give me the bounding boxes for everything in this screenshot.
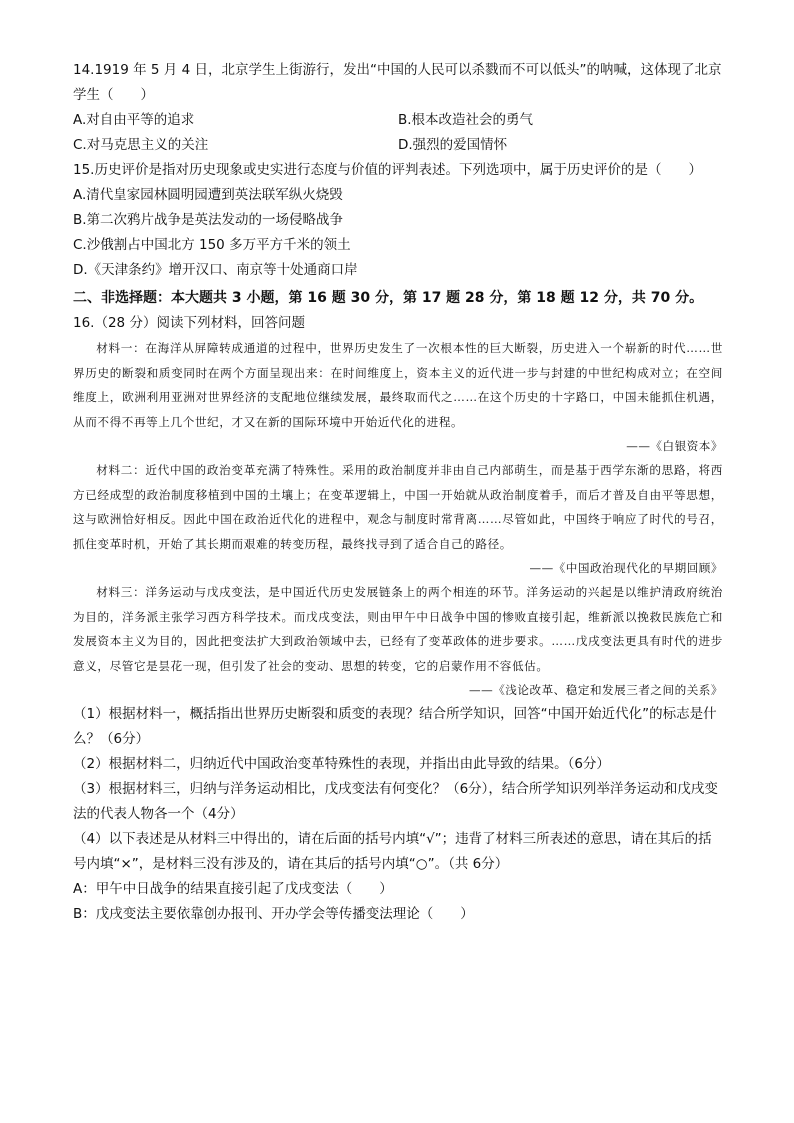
material-2-source: ——《中国政治现代化的早期回顾》 — [529, 561, 723, 575]
judge-item-a: A：甲午中日战争的结果直接引起了戊戌变法（ ） — [73, 881, 393, 897]
question-16-intro: 16.（28 分）阅读下列材料，回答问题 — [73, 315, 305, 331]
question-15-stem: 15.历史评价是指对历史现象或史实进行态度与价值的评判表述。下列选项中，属于历史评价的是（ ） — [73, 162, 702, 178]
material-1-source: ——《白银资本》 — [626, 439, 723, 453]
section-2-heading: 二、非选择题：本大题共 3 小题，第 16 题 30 分，第 17 题 28 分，第 18 题 12 分，共 70 分。 — [73, 290, 704, 306]
judge-item-b: B：戊戌变法主要依靠创办报刊、开办学会等传播变法理论（ ） — [73, 906, 474, 922]
material-3: 材料三：洋务运动与戊戌变法，是中国近代历史发展链条上的两个相连的环节。洋务运动的兴起是以维护清政府统治为目的，洋务派主张学习西方科学技术。而戊戌变法，则由甲午中日战争中国的惨败直接引起，维新派以挽救民族危亡和发展资本主义为目的，因此把变法扩大到政治领域中去，已经有了变革政体的进步要求。……戊戌变法更具有时代的进步意义，尽管它是昙花一现，但引发了社会的变动、思想的转变，它的启蒙作用不容低估。 — [73, 585, 723, 673]
sub-question-3: （3）根据材料三，归纳与洋务运动相比，戊戌变法有何变化？（6分），结合所学知识列举洋务运动和戊戌变法的代表人物各一个（4分） — [73, 781, 718, 822]
question-15-option-c: C.沙俄割占中国北方 150 多万平方千米的领土 — [73, 237, 351, 253]
question-15-option-b: B.第二次鸦片战争是英法发动的一场侵略战争 — [73, 212, 344, 228]
sub-question-2: （2）根据材料二，归纳近代中国政治变革特殊性的表现，并指出由此导致的结果。（6分） — [73, 756, 610, 772]
question-14-options-row-1 — [73, 108, 723, 133]
sub-question-1: （1）根据材料一，概括指出世界历史断裂和质变的表现？结合所学知识，回答“中国开始近代化”的标志是什么？（6分） — [73, 706, 717, 747]
question-14 — [73, 58, 723, 158]
question-14-stem: 14.1919 年 5 月 4 日，北京学生上街游行，发出“中国的人民可以杀戮而不可以低头”的呐喊，这体现了北京学生（ ） — [73, 62, 722, 103]
question-15 — [73, 158, 723, 283]
question-14-option-d: D.强烈的爱国情怀 — [398, 137, 508, 153]
question-14-option-c: C.对马克思主义的关注 — [73, 137, 209, 153]
question-15-option-a: A.清代皇家园林圆明园遭到英法联军纵火烧毁 — [73, 187, 343, 203]
material-3-source: ——《浅论改革、稳定和发展三者之间的关系》 — [469, 683, 723, 697]
question-14-options-row-2 — [73, 133, 723, 158]
question-16 — [73, 311, 723, 927]
material-2: 材料二：近代中国的政治变革充满了特殊性。采用的政治制度并非由自己内部萌生，而是基于西学东渐的思路，将西方已经成型的政治制度移植到中国的土壤上；在变革逻辑上，中国一开始就从政治制度着手，而后才普及自由平等思想，这与欧洲恰好相反。因此中国在政治近代化的进程中，观念与制度时常背离……尽管如此，中国终于响应了时代的号召，抓住变革时机，开始了其长期而艰难的转变历程，最终找寻到了适合自己的路径。 — [73, 463, 723, 551]
exam-page — [73, 58, 723, 927]
sub-question-4: （4）以下表述是从材料三中得出的，请在后面的括号内填“√”；违背了材料三所表述的意思，请在其后的括号内填“×”，是材料三没有涉及的，请在其后的括号内填“○”。（共 6分） — [73, 831, 712, 872]
question-14-option-a: A.对自由平等的追求 — [73, 112, 195, 128]
question-15-option-d: D.《天津条约》增开汉口、南京等十处通商口岸 — [73, 262, 358, 278]
material-1: 材料一：在海洋从屏障转成通道的过程中，世界历史发生了一次根本性的巨大断裂，历史进入一个崭新的时代……世界历史的断裂和质变同时在两个方面呈现出来：在时间维度上，资本主义的近代进一步与封建的中世纪构成对立；在空间维度上，欧洲利用亚洲对世界经济的支配地位继续发展，最终取而代之……在这个历史的十字路口，中国未能抓住机遇，从而不得不再等上几个世纪，才又在新的国际环境中开始近代化的进程。 — [73, 341, 723, 429]
question-14-option-b: B.根本改造社会的勇气 — [398, 112, 534, 128]
